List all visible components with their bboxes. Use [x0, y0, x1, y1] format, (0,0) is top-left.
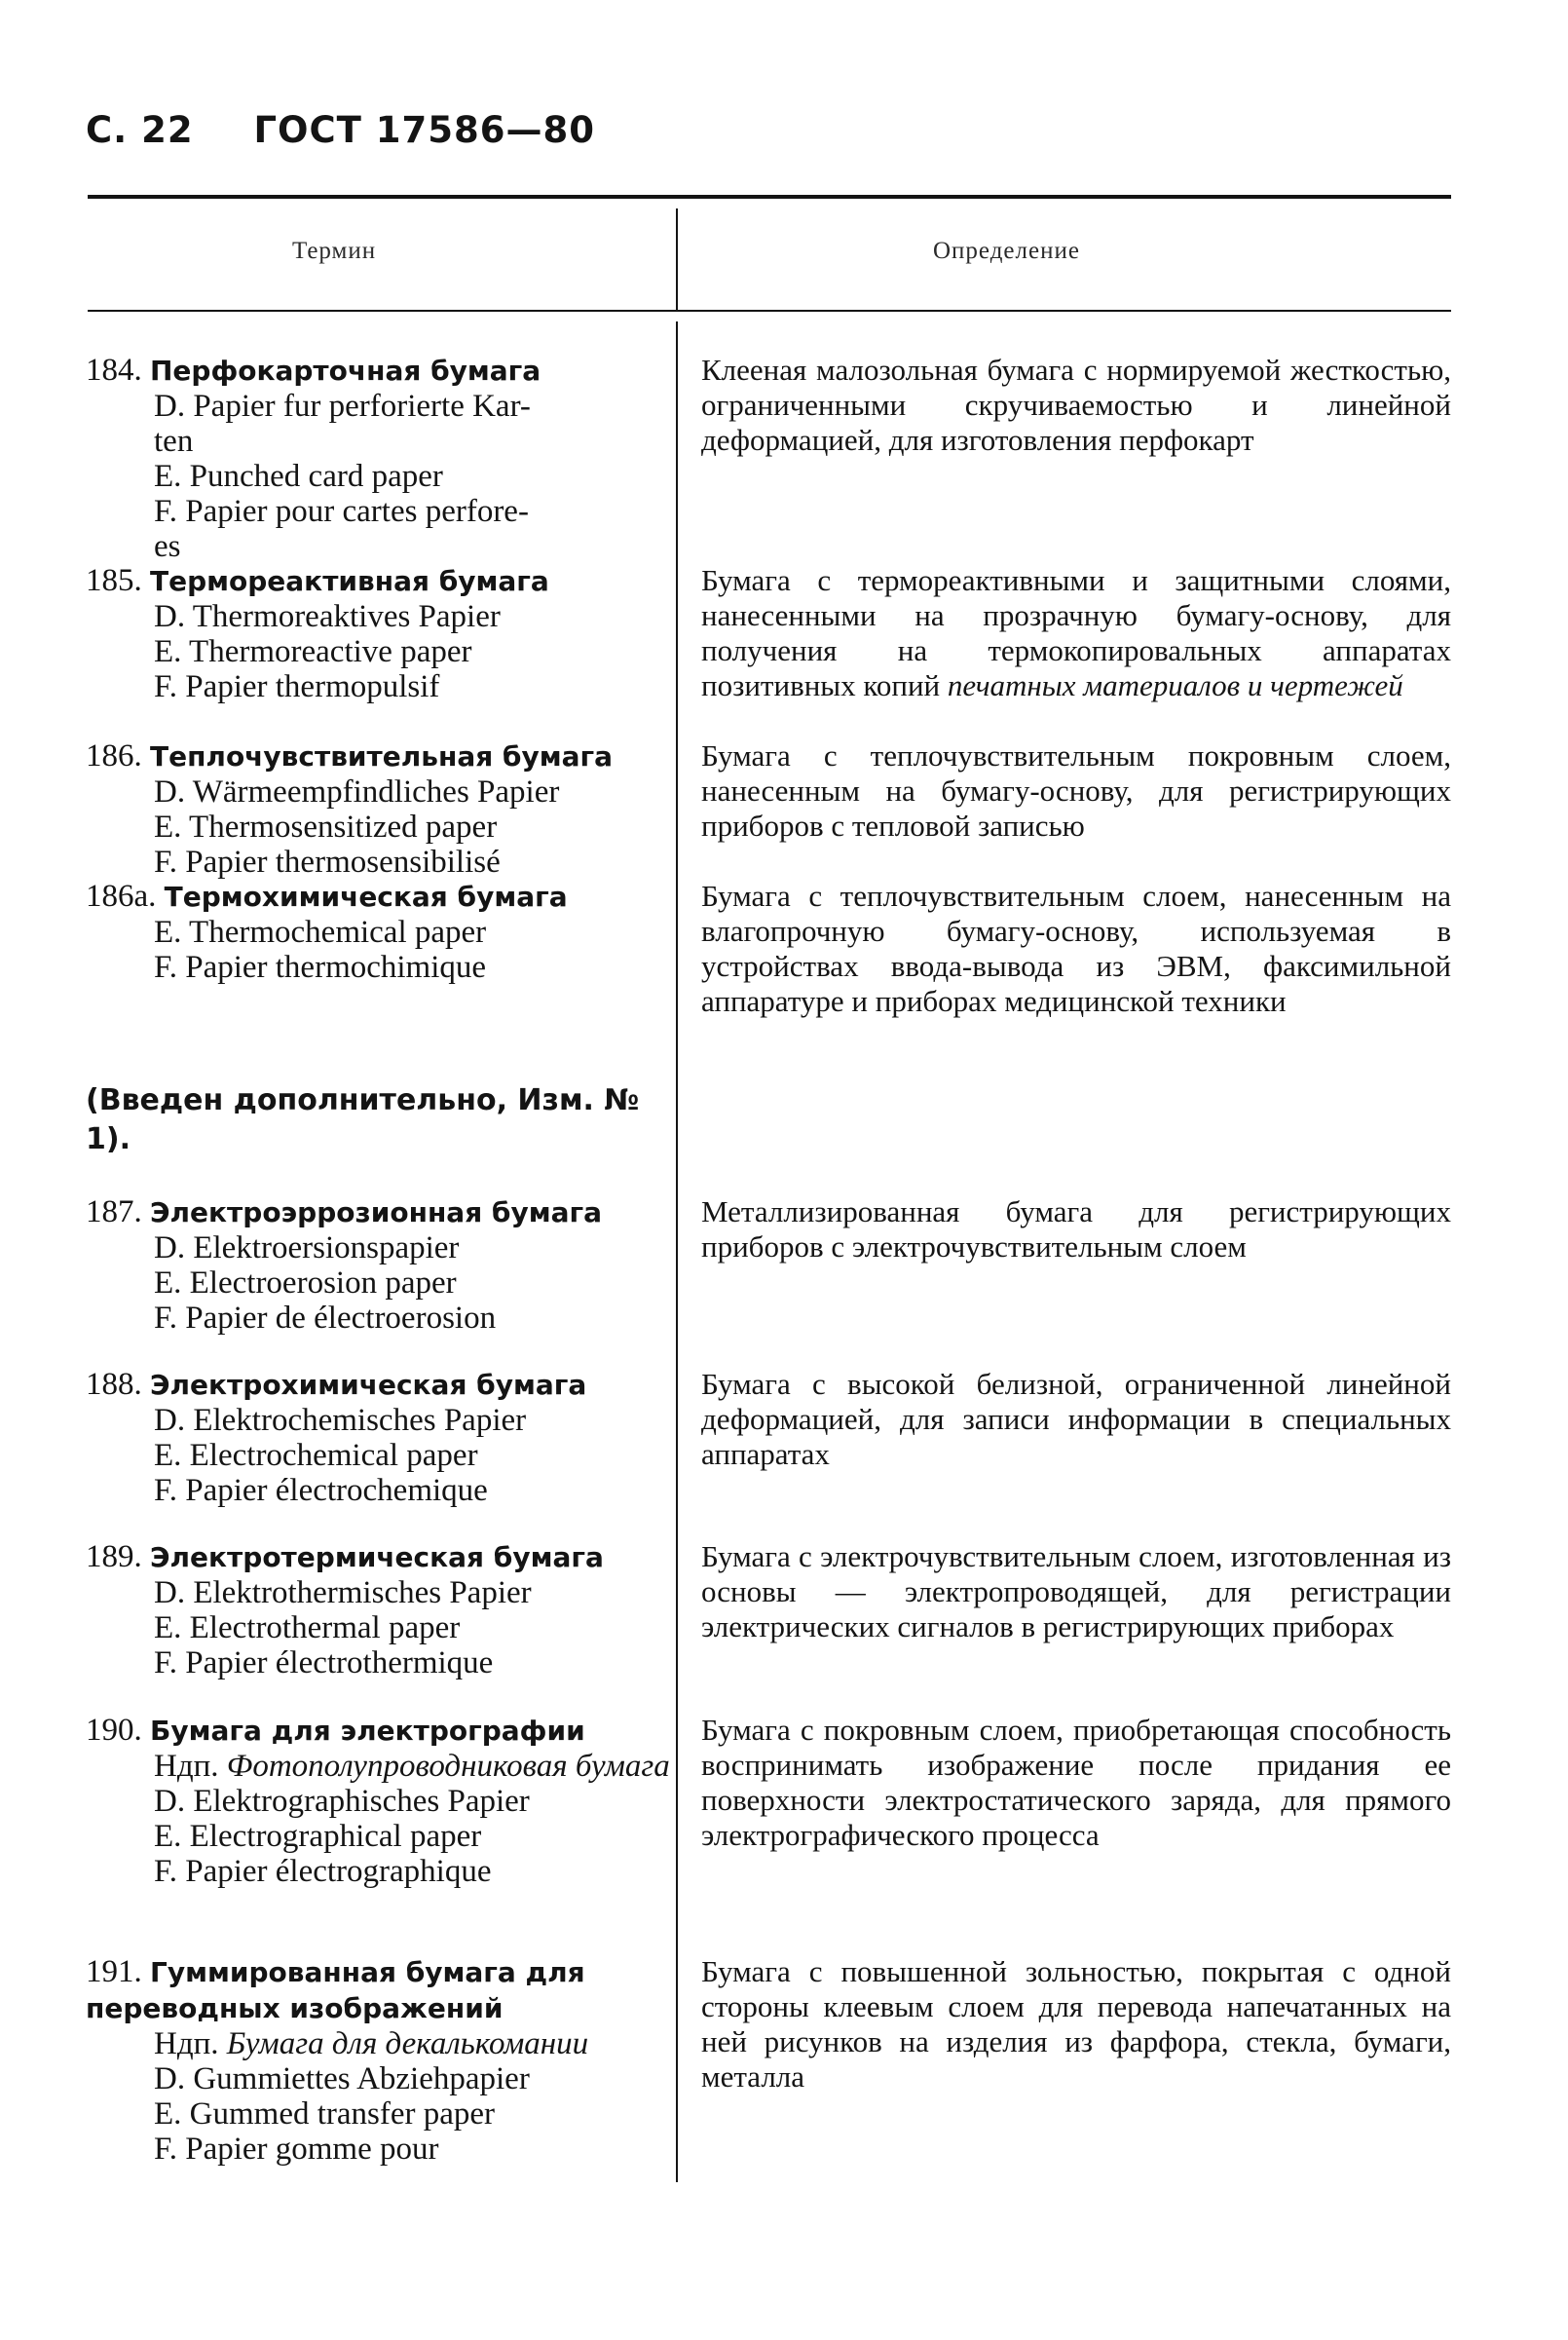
page-header [86, 109, 595, 151]
term-entry [86, 353, 670, 564]
column-divider [676, 321, 678, 2182]
term-translation: E. Thermochemical paper [154, 915, 487, 950]
term-translation: F. Papier thermopulsif [154, 669, 440, 704]
term-translation: D. Elektrographisches Papier [154, 1784, 530, 1819]
standard-code: ГОСТ 17586—80 [253, 109, 596, 151]
definition-italic-text: печатных материалов и чертежей [947, 668, 1403, 702]
term-translation: ten [154, 424, 194, 459]
definition-text: Бумага с термореактивными и защитными слоями, нанесенными на прозрачную бумагу-основу, для получения на термокопировальных аппаратах позитивных копий [701, 563, 1451, 702]
term-number: 187. [86, 1194, 142, 1229]
term-translation: D. Gummiettes Abziehpapier [154, 2061, 530, 2096]
term-translation: D. Papier fur perforierte Kar- [154, 389, 531, 424]
term-definition: Бумага с повышенной зольностью, покрытая с одной стороны клеевым слоем для перевода напечатанных на ней рисунков на изделия из фарфора, стекла, бумаги, металла [701, 1954, 1451, 2094]
term-definition: Бумага с высокой белизной, ограниченной линейной деформацией, для записи информации в специальных аппаратах [701, 1367, 1451, 1471]
term-translation: E. Thermosensitized paper [154, 810, 498, 845]
term-name: Электрохимическая бумага [150, 1369, 587, 1401]
term-nonrecommended [86, 1749, 670, 1784]
term-name: Теплочувствительная бумага [150, 740, 614, 773]
term-number: 188. [86, 1367, 142, 1402]
term-translation: D. Thermoreaktives Papier [154, 599, 501, 634]
term-definition: Клееная малозольная бумага с нормируемой жесткостью, ограниченными скручиваемостью и линейной деформацией, для изготовления перфокарт [701, 353, 1451, 457]
table-header-rule [88, 310, 1451, 312]
term-entry [86, 1713, 670, 1889]
term-translation: F. Papier thermochimique [154, 950, 487, 985]
term-number: 184. [86, 353, 142, 388]
term-name: Гуммированная бумага для переводных изображений [86, 1956, 585, 2024]
term-name: Термореактивная бумага [150, 565, 549, 597]
term-entry [86, 1367, 670, 1508]
header-divider [676, 208, 678, 310]
term-number: 186. [86, 738, 142, 774]
term-entry [86, 563, 670, 704]
term-translation: D. Elektrothermisches Papier [154, 1575, 532, 1610]
term-number: 190. [86, 1713, 142, 1748]
term-translation: E. Gummed transfer paper [154, 2096, 496, 2132]
term-nonrecommended [86, 2026, 670, 2061]
term-name: Бумага для электрографии [150, 1715, 585, 1747]
term-translation: E. Electroerosion paper [154, 1265, 457, 1301]
term-translation: D. Wärmeempfindliches Papier [154, 774, 560, 810]
term-number: 189. [86, 1539, 142, 1574]
term-definition: Металлизированная бумага для регистрирующих приборов с электрочувствительным слоем [701, 1194, 1451, 1264]
page-number: С. 22 [86, 109, 194, 151]
term-definition [701, 563, 1451, 703]
term-entry [86, 879, 670, 985]
term-translation: E. Electrothermal paper [154, 1610, 461, 1645]
term-translation: F. Papier électrothermique [154, 1645, 494, 1680]
term-entry [86, 1194, 670, 1336]
term-translation: F. Papier électrographique [154, 1854, 492, 1889]
term-translation: E. Electrographical paper [154, 1819, 482, 1854]
term-entry [86, 1539, 670, 1680]
term-name: Термохимическая бумага [164, 881, 568, 913]
term-name: Электротермическая бумага [150, 1541, 604, 1573]
ndp-prefix: Ндп. [154, 1749, 219, 1784]
term-translation: E. Thermoreactive paper [154, 634, 472, 669]
term-translation: E. Punched card paper [154, 459, 443, 494]
ndp-term: Бумага для декалькомании [226, 2026, 589, 2061]
term-translation: F. Papier thermosensibilisé [154, 845, 501, 880]
column-header-term: Термин [292, 238, 377, 264]
term-definition: Бумага с электрочувствительным слоем, изготовленная из основы — электропроводящей, для регистрации электрических сигналов в регистрирующих приборах [701, 1539, 1451, 1643]
term-number: 186а. [86, 879, 157, 914]
term-definition: Бумага с покровным слоем, приобретающая способность воспринимать изображение после придания ее поверхности электростатического заряда, для прямого электрографического процесса [701, 1713, 1451, 1852]
term-name: Электроэррозионная бумага [150, 1196, 603, 1228]
term-name: Перфокарточная бумага [150, 355, 541, 387]
term-entry [86, 1954, 670, 2167]
term-definition: Бумага с теплочувствительным слоем, нанесенным на влагопрочную бумагу-основу, используемая в устройствах ввода-вывода из ЭВМ, факсимильной аппаратуре и приборах медицинской техники [701, 879, 1451, 1018]
ndp-term: Фотополупроводниковая бумага [226, 1749, 670, 1784]
term-entry [86, 738, 670, 880]
term-translation: F. Papier de électroerosion [154, 1301, 497, 1336]
ndp-prefix: Ндп. [154, 2026, 219, 2061]
term-translation: D. Elektroersionspapier [154, 1230, 460, 1265]
column-header-definition: Определение [933, 238, 1080, 264]
table-top-rule [88, 195, 1451, 199]
amendment-note: (Введен дополнительно, Изм. № 1). [86, 1083, 640, 1156]
term-translation: F. Papier électrochemique [154, 1473, 488, 1508]
term-number: 191. [86, 1954, 142, 1989]
term-number: 185. [86, 563, 142, 598]
term-translation: es [154, 529, 181, 564]
term-translation: F. Papier pour cartes perfore- [154, 494, 529, 529]
term-translation: F. Papier gomme pour [154, 2132, 439, 2167]
term-translation: D. Elektrochemisches Papier [154, 1403, 527, 1438]
term-definition: Бумага с теплочувствительным покровным слоем, нанесенным на бумагу-основу, для регистрирующих приборов с тепловой записью [701, 738, 1451, 843]
term-translation: E. Electrochemical paper [154, 1438, 478, 1473]
